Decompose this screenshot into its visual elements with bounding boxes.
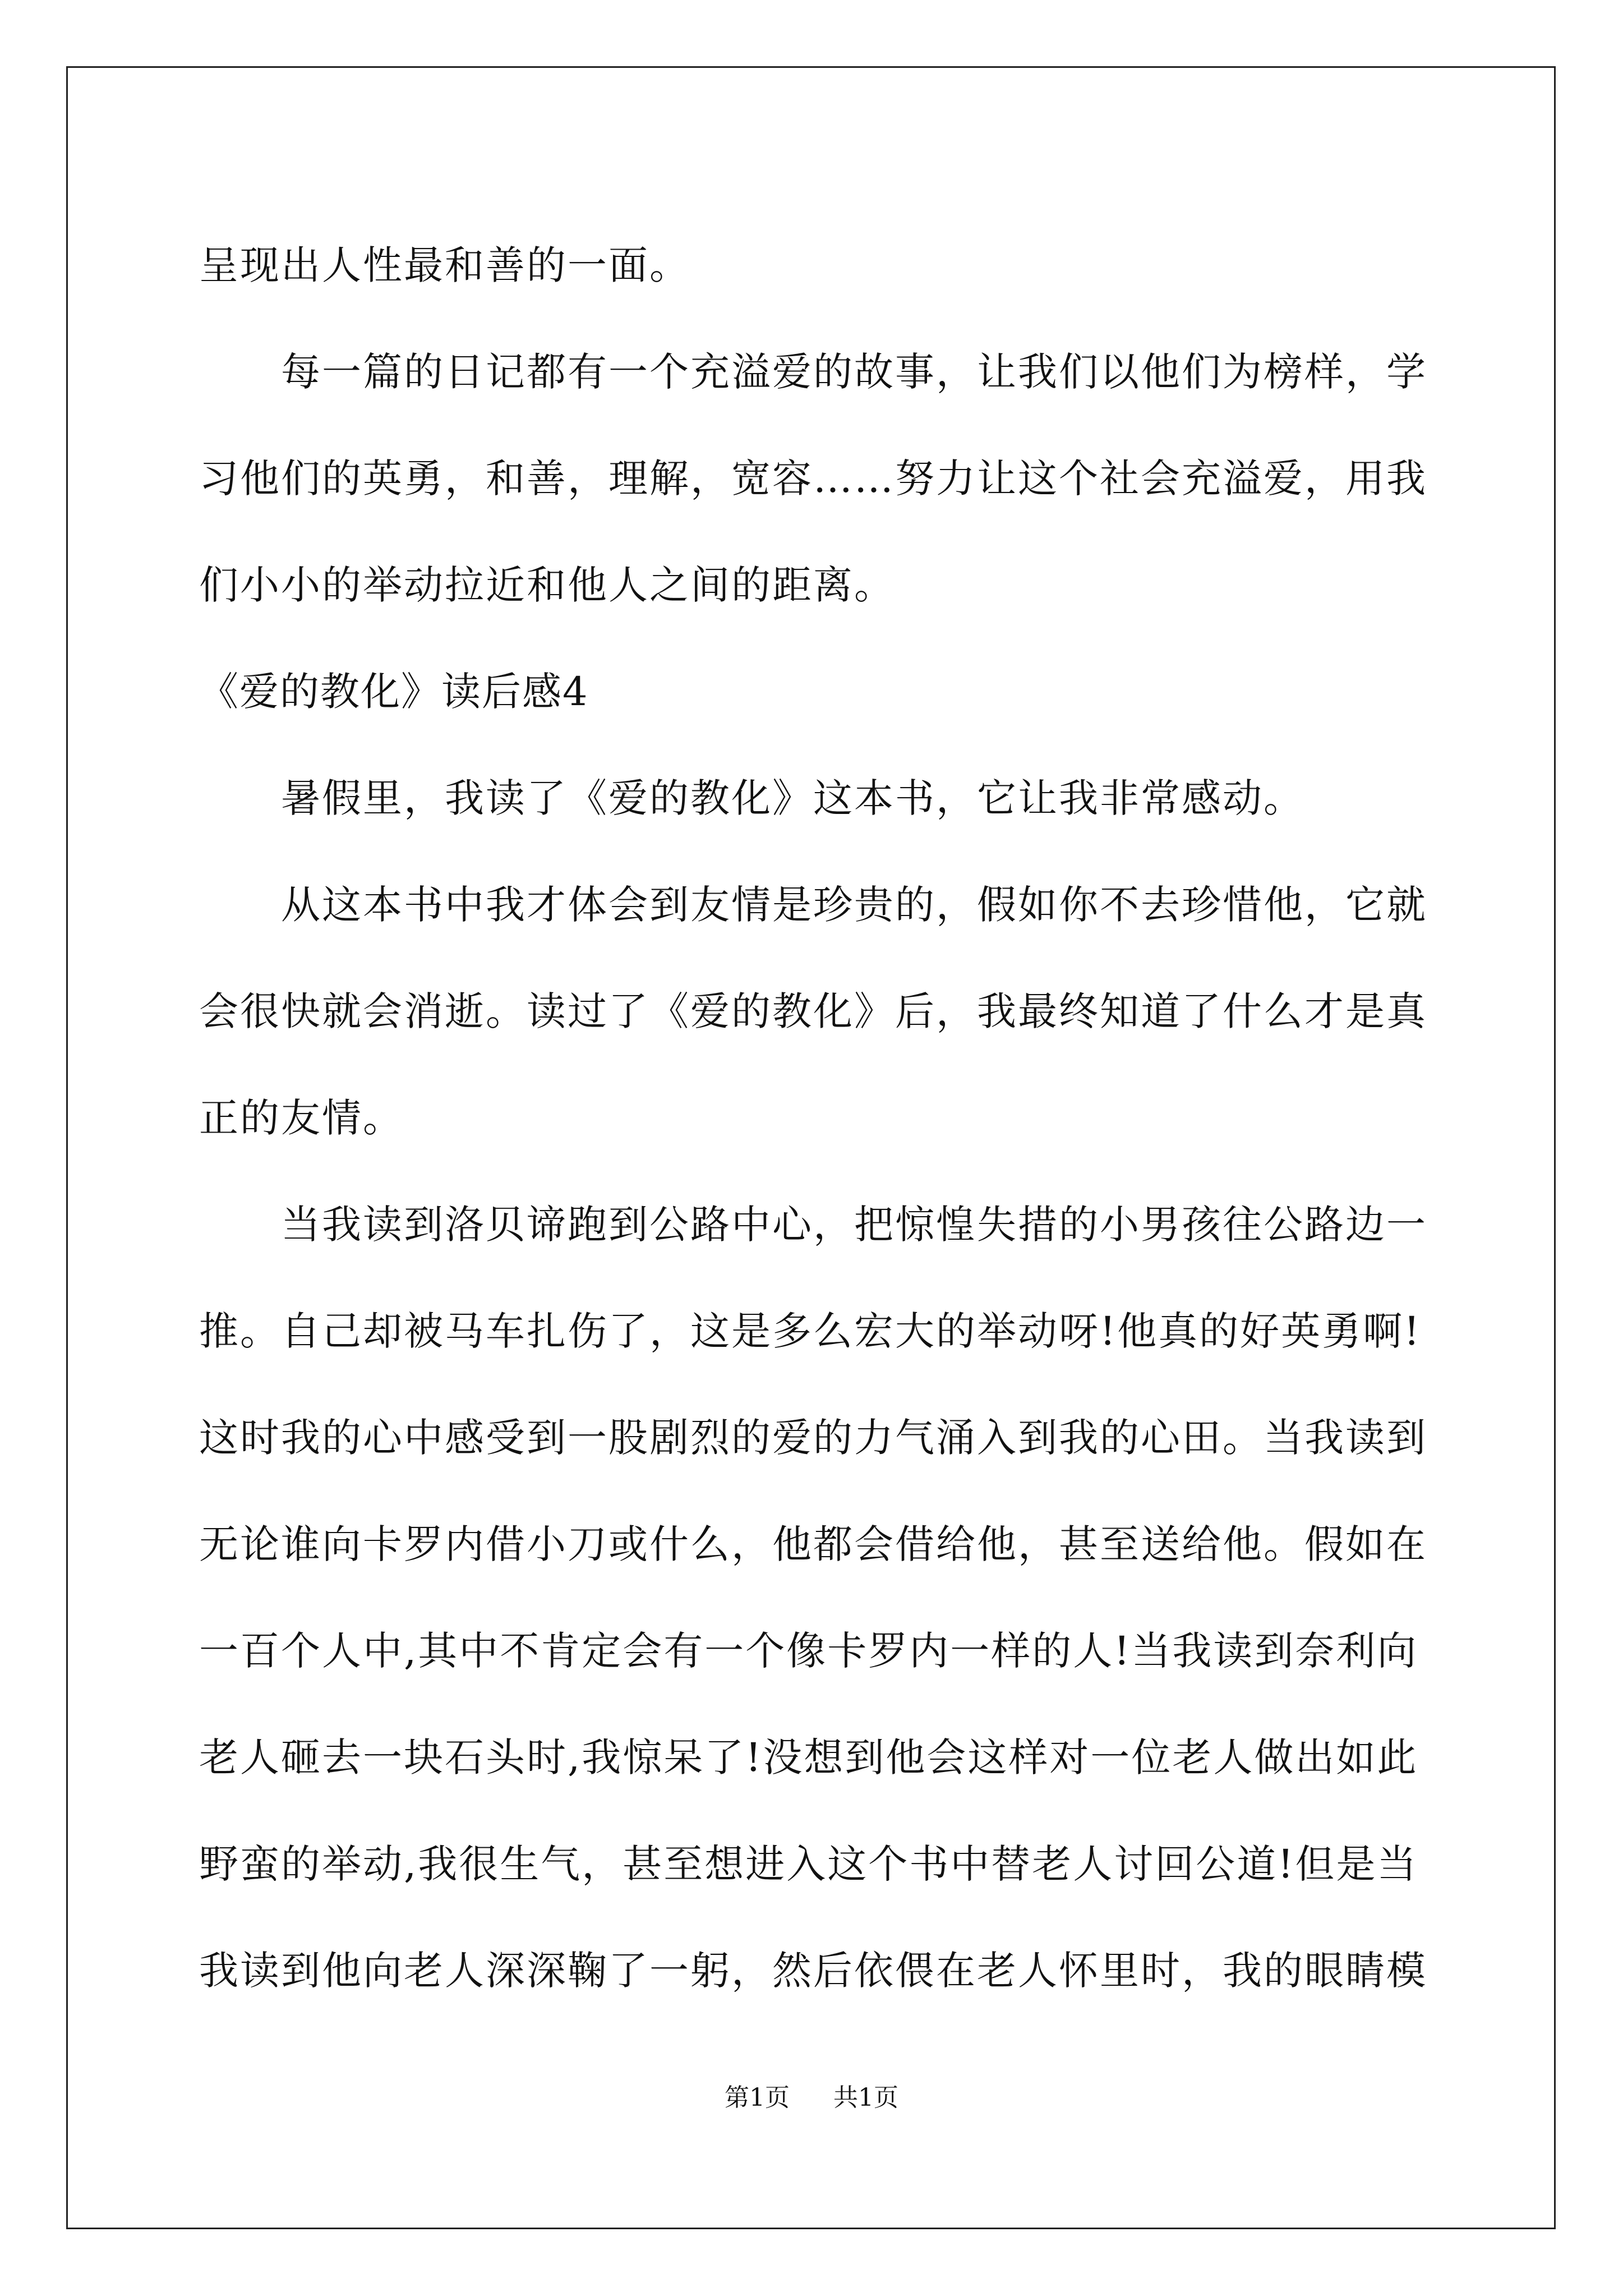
page-total: 共1页: [833, 2083, 898, 2112]
text-line: 从这本书中我才体会到友情是珍贵的，假如你不去珍惜他，它就: [281, 882, 1427, 928]
document-body: [199, 212, 1427, 2024]
text-line: 推。自己却被马车扎伤了，这是多么宏大的举动呀!他真的好英勇啊!: [199, 1308, 1422, 1354]
text-line: 暑假里，我读了《爱的教化》这本书，它让我非常感动。: [281, 775, 1304, 821]
text-line: 无论谁向卡罗内借小刀或什么，他都会借给他，甚至送给他。假如在: [199, 1521, 1427, 1567]
text-line: 老人砸去一块石头时,我惊呆了!没想到他会这样对一位老人做出如此: [199, 1734, 1418, 1780]
text-line: 会很快就会消逝。读过了《爱的教化》后，我最终知道了什么才是真: [199, 988, 1427, 1034]
text-line: 呈现出人性最和善的一面。: [199, 242, 690, 288]
text-line: 这时我的心中感受到一股剧烈的爱的力气涌入到我的心田。当我读到: [199, 1415, 1427, 1461]
text-line: 正的友情。: [199, 1095, 404, 1141]
page-footer: [0, 2081, 1623, 2115]
page-number: 第1页: [725, 2083, 790, 2112]
text-line: 们小小的举动拉近和他人之间的距离。: [199, 562, 895, 608]
text-line: 习他们的英勇，和善，理解，宽容……努力让这个社会充溢爱，用我: [199, 455, 1427, 501]
text-line: 我读到他向老人深深鞠了一躬，然后依偎在老人怀里时，我的眼睛模: [199, 1948, 1427, 1994]
text-line: 每一篇的日记都有一个充溢爱的故事，让我们以他们为榜样，学: [281, 349, 1427, 395]
section-heading: 《爱的教化》读后感4: [199, 669, 589, 715]
text-line: 野蛮的举动,我很生气，甚至想进入这个书中替老人讨回公道!但是当: [199, 1841, 1418, 1887]
text-line: 一百个人中,其中不肯定会有一个像卡罗内一样的人!当我读到奈利向: [199, 1628, 1418, 1674]
text-line: 当我读到洛贝谛跑到公路中心，把惊惶失措的小男孩往公路边一: [281, 1202, 1427, 1248]
